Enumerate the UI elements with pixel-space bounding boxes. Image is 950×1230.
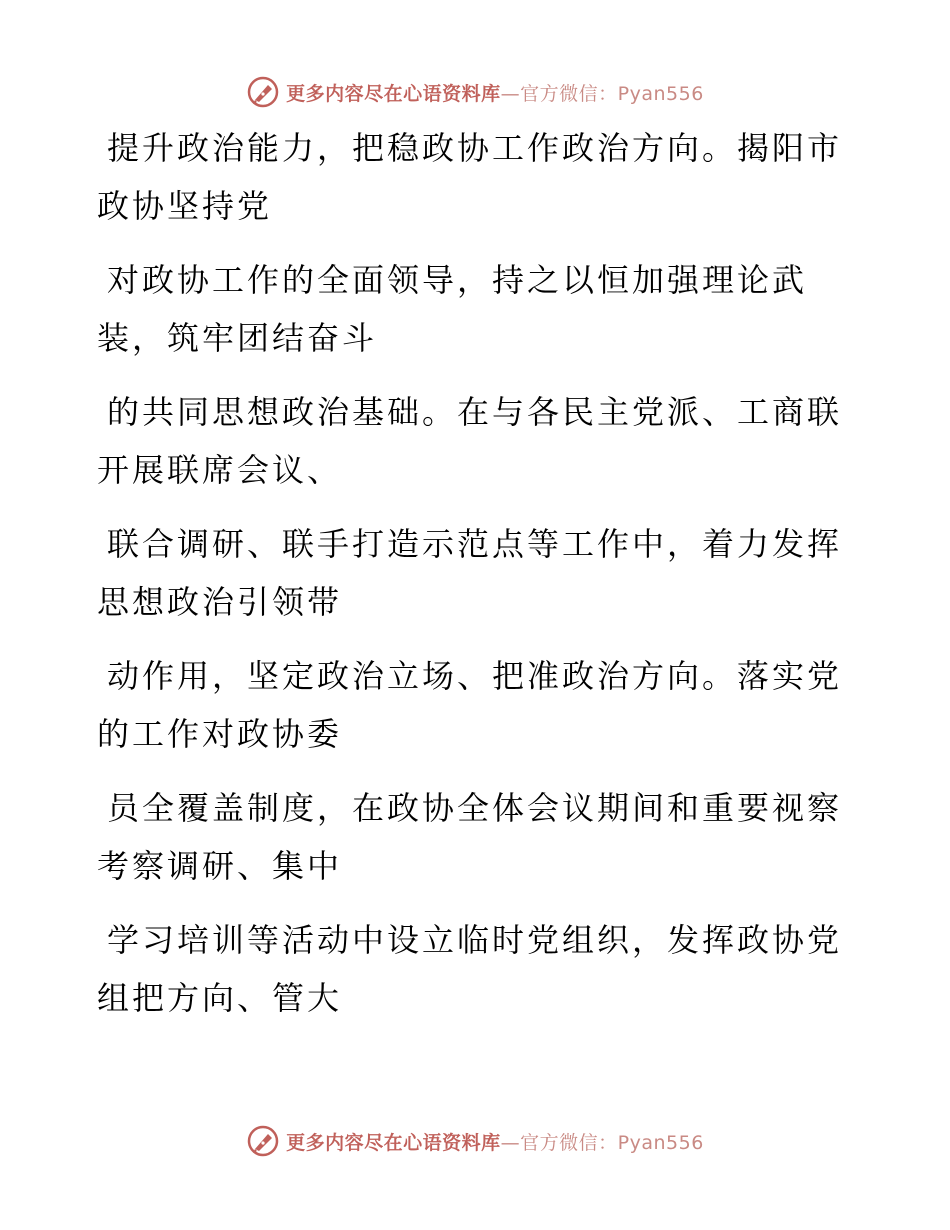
paragraph-line: 开展联席会议、 [97, 451, 343, 489]
watermark-text [286, 1128, 704, 1155]
paragraph-line: 对政协工作的全面领导，持之以恒加强理论武 [107, 261, 808, 299]
paragraph-line: 员全覆盖制度，在政协全体会议期间和重要视察 [107, 789, 843, 827]
pen-nib-icon [246, 1124, 280, 1158]
document-body [97, 122, 843, 1046]
paragraph-line: 装，筑牢团结奋斗 [97, 319, 378, 357]
header-watermark [0, 72, 950, 112]
paragraph-line: 提升政治能力，把稳政协工作政治方向。揭阳市 [107, 129, 843, 167]
footer-watermark [0, 1121, 950, 1161]
paragraph-line: 思想政治引领带 [97, 583, 343, 621]
paragraph [97, 254, 837, 386]
paragraph [97, 122, 843, 254]
paragraph [97, 518, 843, 650]
paragraph-line: 组把方向、管大 [97, 979, 343, 1017]
paragraph-line: 动作用，坚定政治立场、把准政治方向。落实党 [107, 657, 843, 695]
paragraph [97, 650, 843, 782]
paragraph [97, 386, 843, 518]
watermark-brand: 更多内容尽在心语资料库 [286, 1131, 501, 1154]
watermark-contact: —官方微信：Pyan556 [500, 1131, 704, 1154]
paragraph [97, 782, 843, 914]
pen-nib-icon [246, 75, 280, 109]
paragraph-line: 的共同思想政治基础。在与各民主党派、工商联 [107, 393, 843, 431]
paragraph-line: 的工作对政协委 [97, 715, 343, 753]
paragraph [97, 914, 843, 1046]
paragraph-line: 政协坚持党 [97, 187, 273, 225]
paragraph-line: 学习培训等活动中设立临时党组织，发挥政协党 [107, 921, 843, 959]
watermark-brand: 更多内容尽在心语资料库 [286, 82, 501, 105]
paragraph-line: 考察调研、集中 [97, 847, 343, 885]
watermark-text [286, 79, 704, 106]
paragraph-line: 联合调研、联手打造示范点等工作中，着力发挥 [107, 525, 843, 563]
watermark-contact: —官方微信：Pyan556 [500, 82, 704, 105]
